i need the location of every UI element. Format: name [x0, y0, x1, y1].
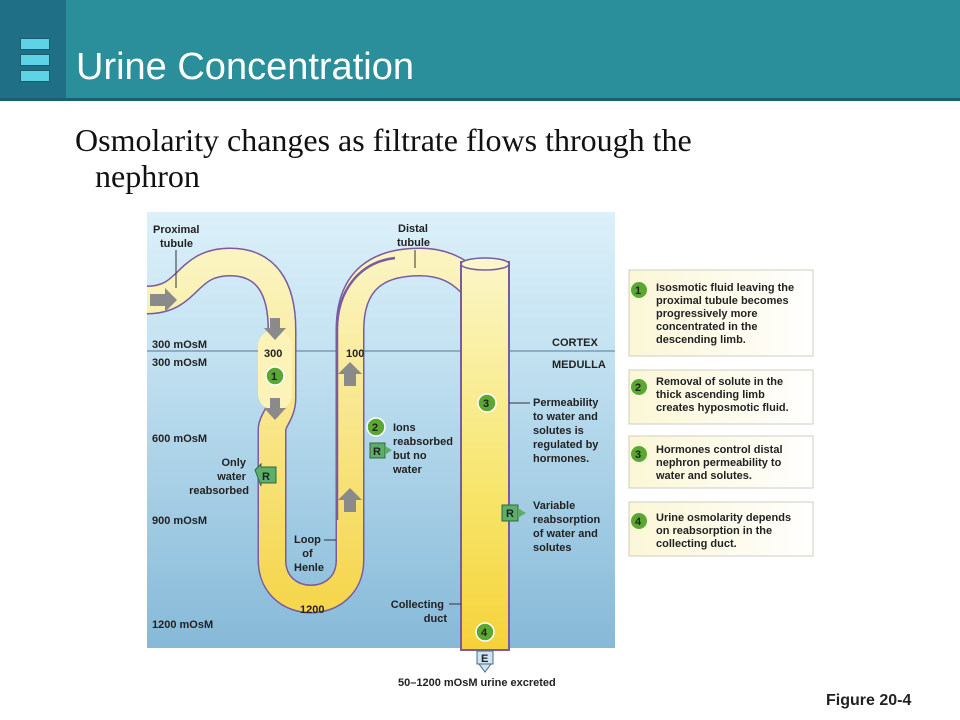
osm-300-medulla: 300 mOsM [152, 357, 208, 369]
step-2-text: Removal of solute in the thick ascending limb creates hyposmotic fluid. [656, 376, 789, 414]
permeability-label: Permeability to water and solutes is regulated by hormones. [533, 397, 599, 465]
badge-e-label: E [481, 653, 489, 665]
variable-label: Variable reabsorption of water and solutes [533, 500, 601, 554]
value-1200: 1200 [300, 604, 325, 616]
step-marker-1 [266, 367, 284, 385]
step-box-4 [629, 502, 813, 556]
osm-900: 900 mOsM [152, 515, 208, 527]
excreted-label: 50–1200 mOsM urine excreted [398, 677, 556, 689]
cortex-label: CORTEX [552, 337, 598, 349]
osm-1200: 1200 mOsM [152, 619, 214, 631]
step-marker-4 [476, 623, 494, 641]
loop-label: Loop of Henle [294, 534, 324, 574]
step-4-text: Urine osmolarity depends on reabsorption in the collecting duct. [656, 512, 792, 550]
marker-2-num: 2 [372, 422, 379, 434]
subtitle-line-1: Osmolarity changes as filtrate flows through the [75, 122, 692, 158]
collecting-duct [461, 262, 509, 650]
badge-r-label-3: R [506, 508, 514, 520]
subtitle-line-2: nephron [95, 158, 200, 194]
excretion-badge [477, 651, 493, 672]
step-4-num: 4 [635, 516, 642, 528]
step-marker-3 [478, 394, 496, 412]
step-box-1 [629, 270, 813, 356]
medulla-label: MEDULLA [552, 359, 606, 371]
marker-4-num: 4 [481, 627, 488, 639]
duct-top [461, 258, 509, 270]
value-100: 100 [346, 348, 365, 360]
badge-r-label-1: R [262, 471, 270, 483]
marker-3-num: 3 [483, 398, 490, 410]
badge-r-label-2: R [373, 446, 381, 458]
step-marker-2 [367, 418, 385, 436]
distal-label: Distal tubule [397, 223, 430, 249]
collecting-label: Collecting duct [390, 599, 447, 625]
marker-1-num: 1 [271, 371, 278, 383]
step-1-num: 1 [635, 285, 642, 297]
step-3-text: Hormones control distal nephron permeability to water and solutes. [656, 444, 783, 482]
step-3-num: 3 [635, 449, 642, 461]
osm-300-cortex: 300 mOsM [152, 339, 208, 351]
step-box-3 [629, 436, 813, 488]
value-300: 300 [264, 348, 283, 360]
osm-600: 600 mOsM [152, 433, 208, 445]
ions-label: Ions reabsorbed but no water [393, 422, 453, 476]
only-water-label: Only water reabsorbed [189, 457, 249, 497]
proximal-label: Proximal tubule [153, 224, 200, 250]
step-1-text: Isosmotic fluid leaving the proximal tubule becomes progressively more concentrated in the descending limb. [656, 282, 795, 346]
slide-title: Urine Concentration [76, 46, 414, 88]
step-box-2 [629, 370, 813, 424]
figure-label: Figure 20-4 [826, 692, 912, 709]
step-2-num: 2 [635, 382, 642, 394]
